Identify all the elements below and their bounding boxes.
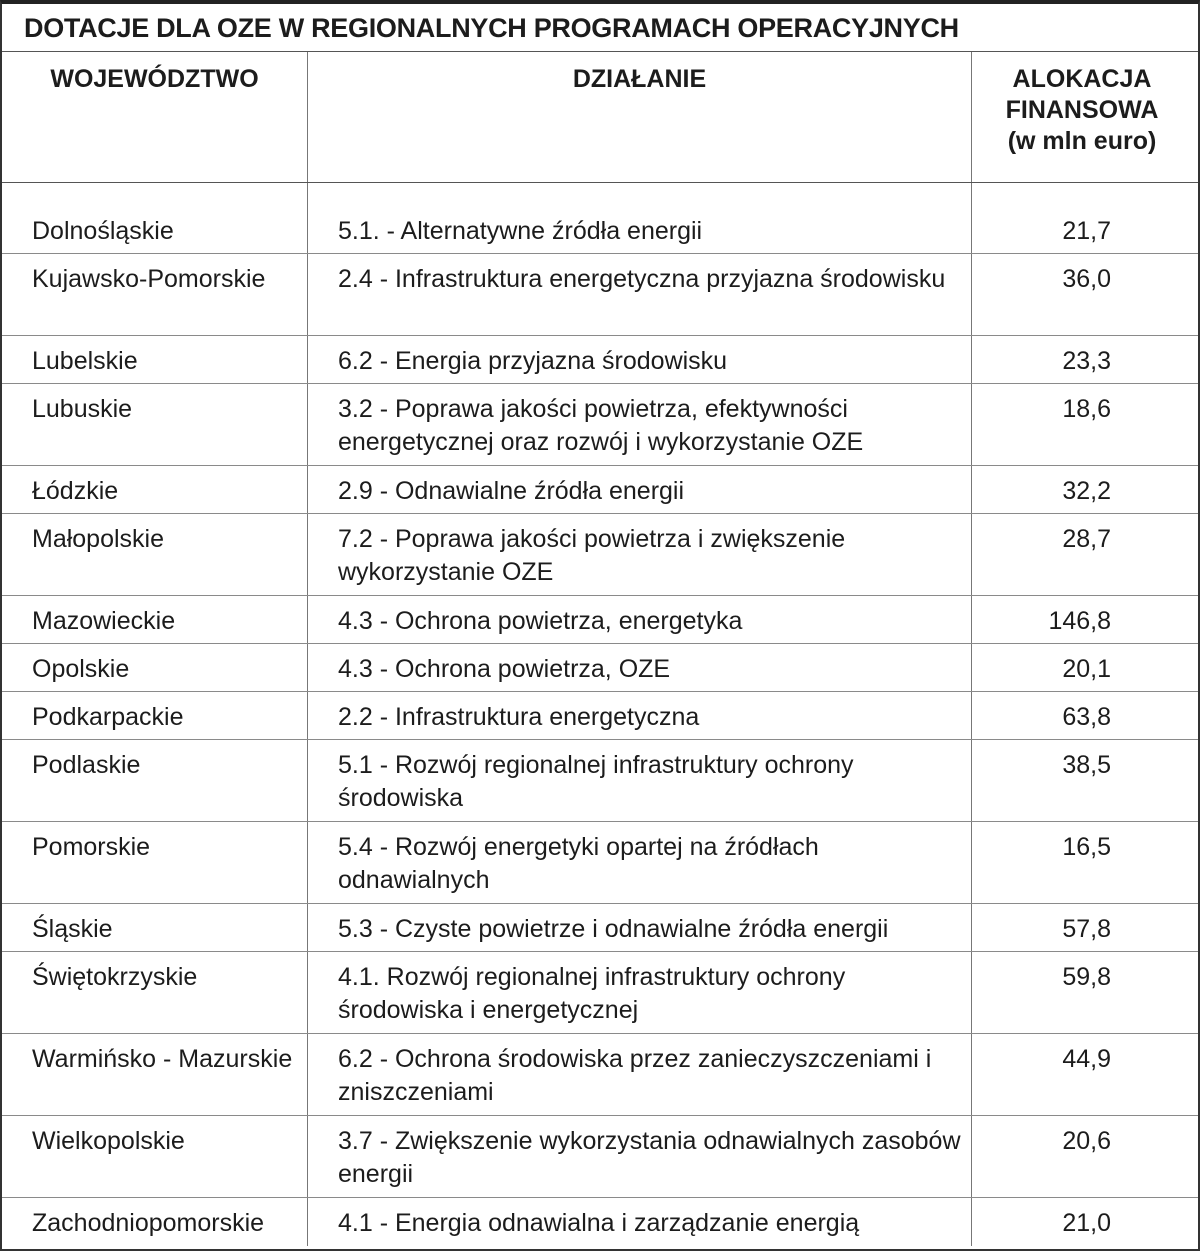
cell-region: Opolskie [2, 644, 308, 691]
cell-allocation: 23,3 [1062, 347, 1111, 375]
table-row [2, 692, 1198, 740]
cell-action: 4.1 - Energia odnawialna i zarządzanie energią [308, 1198, 972, 1246]
cell-region: Świętokrzyskie [2, 952, 308, 1033]
table-row [2, 596, 1198, 644]
cell-action: 6.2 - Ochrona środowiska przez zanieczyszczeniami i zniszczeniami [308, 1034, 972, 1115]
cell-allocation: 18,6 [1062, 395, 1111, 423]
table-row [2, 952, 1198, 1034]
cell-allocation: 16,5 [1062, 833, 1111, 861]
table-row [2, 1034, 1198, 1116]
cell-action: 4.1. Rozwój regionalnej infrastruktury ochrony środowiska i energetycznej [308, 952, 972, 1033]
table-row [2, 644, 1198, 692]
table-row [2, 254, 1198, 336]
cell-action: 2.9 - Odnawialne źródła energii [308, 466, 972, 513]
cell-allocation: 32,2 [1062, 477, 1111, 505]
cell-action: 6.2 - Energia przyjazna środowisku [308, 336, 972, 383]
cell-allocation: 146,8 [1048, 607, 1111, 635]
cell-region: Warmińsko - Mazurskie [2, 1034, 308, 1115]
cell-region: Podlaskie [2, 740, 308, 821]
table-title: DOTACJE DLA OZE W REGIONALNYCH PROGRAMACH OPERACYJNYCH [2, 4, 1198, 52]
cell-action: 4.3 - Ochrona powietrza, OZE [308, 644, 972, 691]
header-spacer [2, 183, 1198, 206]
header-row [2, 52, 1198, 183]
cell-region: Kujawsko-Pomorskie [2, 254, 308, 335]
cell-action: 5.3 - Czyste powietrze i odnawialne źródła energii [308, 904, 972, 951]
cell-action: 4.3 - Ochrona powietrza, energetyka [308, 596, 972, 643]
table-body [2, 52, 1198, 1246]
cell-region: Łódzkie [2, 466, 308, 513]
cell-action: 5.4 - Rozwój energetyki opartej na źródłach odnawialnych [308, 822, 972, 903]
cell-allocation: 21,0 [1062, 1209, 1111, 1237]
header-action: DZIAŁANIE [308, 52, 972, 182]
table-row [2, 336, 1198, 384]
cell-action: 5.1 - Rozwój regionalnej infrastruktury ochrony środowiska [308, 740, 972, 821]
cell-action: 7.2 - Poprawa jakości powietrza i zwiększenie wykorzystanie OZE [308, 514, 972, 595]
cell-region: Mazowieckie [2, 596, 308, 643]
cell-region: Lubelskie [2, 336, 308, 383]
cell-action: 2.2 - Infrastruktura energetyczna [308, 692, 972, 739]
cell-region: Podkarpackie [2, 692, 308, 739]
table-row [2, 206, 1198, 254]
table-row [2, 1198, 1198, 1246]
cell-allocation: 63,8 [1062, 703, 1111, 731]
cell-region: Wielkopolskie [2, 1116, 308, 1197]
cell-action: 3.2 - Poprawa jakości powietrza, efektywności energetycznej oraz rozwój i wykorzystanie OZE [308, 384, 972, 465]
cell-allocation: 28,7 [1062, 525, 1111, 553]
cell-action: 5.1. - Alternatywne źródła energii [308, 206, 972, 253]
cell-action: 2.4 - Infrastruktura energetyczna przyjazna środowisku [308, 254, 972, 335]
header-allocation-line2: FINANSOWA [1005, 96, 1159, 124]
cell-allocation: 59,8 [1062, 963, 1111, 991]
header-allocation-line3: (w mln euro) [1007, 127, 1157, 155]
table-row [2, 384, 1198, 466]
cell-allocation: 57,8 [1062, 915, 1111, 943]
cell-region: Dolnośląskie [2, 206, 308, 253]
cell-allocation: 36,0 [1062, 265, 1111, 293]
header-region: WOJEWÓDZTWO [2, 52, 308, 182]
table-row [2, 466, 1198, 514]
cell-region: Zachodniopomorskie [2, 1198, 308, 1246]
cell-region: Pomorskie [2, 822, 308, 903]
table-row [2, 1116, 1198, 1198]
table-rows [2, 206, 1198, 1246]
table-row [2, 822, 1198, 904]
table-row [2, 904, 1198, 952]
table-row [2, 514, 1198, 596]
cell-allocation: 38,5 [1062, 751, 1111, 779]
cell-allocation: 20,1 [1062, 655, 1111, 683]
cell-region: Lubuskie [2, 384, 308, 465]
header-allocation [972, 52, 1198, 182]
header-allocation-line1: ALOKACJA [1012, 65, 1152, 93]
table-row [2, 740, 1198, 822]
cell-allocation: 20,6 [1062, 1127, 1111, 1155]
cell-action: 3.7 - Zwiększenie wykorzystania odnawialnych zasobów energii [308, 1116, 972, 1197]
cell-region: Śląskie [2, 904, 308, 951]
cell-region: Małopolskie [2, 514, 308, 595]
cell-allocation: 21,7 [1062, 217, 1111, 245]
cell-allocation: 44,9 [1062, 1045, 1111, 1073]
